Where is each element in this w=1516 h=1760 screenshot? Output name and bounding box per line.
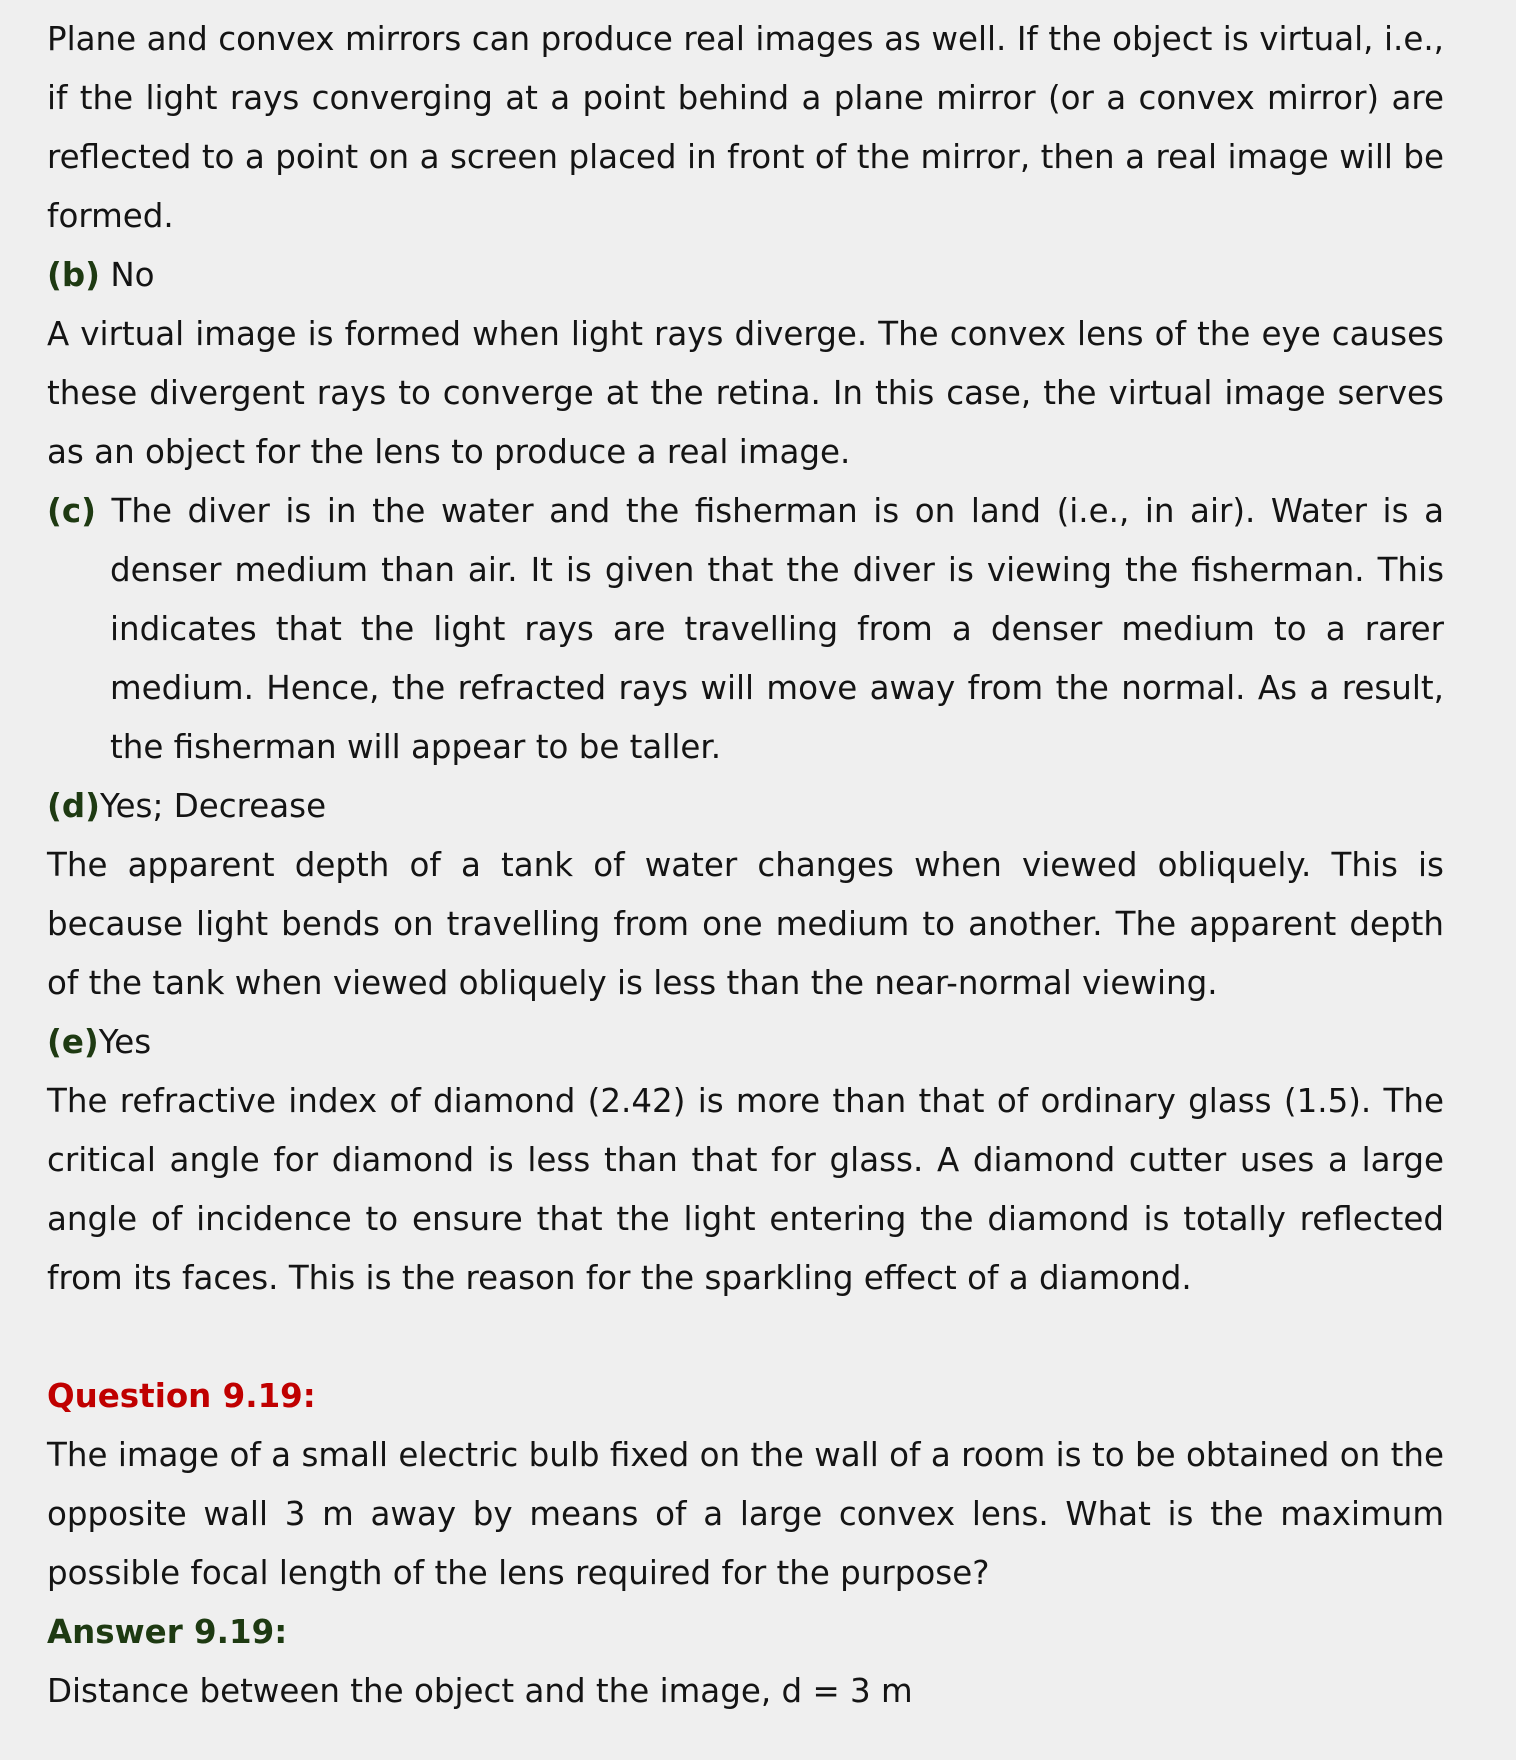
part-e-answer-text: Yes [98, 1023, 152, 1061]
paragraph-diamond: The refractive index of diamond (2.42) is more than that of ordinary glass (1.5). The critical angle for diamond is less than that for glass. A diamond cutter uses a large angle of incidence to ensure that the light entering the diamond is totally reflected from its faces. This is the reason for the sparkling effect of a diamond. [47, 1082, 1444, 1297]
paragraph-virtual-image: A virtual image is formed when light rays diverge. The convex lens of the eye causes these divergent rays to converge at the retina. In this case, the virtual image serves as an object for the lens to produce a real image. [47, 315, 1444, 471]
part-b-answer [47, 246, 1444, 305]
paragraph-plane-convex-mirrors: Plane and convex mirrors can produce real images as well. If the object is virtual, i.e., if the light rays converging at a point behind a plane mirror (or a convex mirror) are reflected to a point on a screen placed in front of the mirror, then a real image will be formed. [47, 20, 1444, 235]
part-d-answer [47, 777, 1444, 836]
part-e-answer [47, 1013, 1444, 1072]
part-c-label: (c) [47, 492, 96, 530]
part-b-answer-text: No [99, 256, 155, 294]
part-e-label: (e) [47, 1023, 99, 1061]
part-c-text: The diver is in the water and the fisherman is on land (i.e., in air). Water is a denser medium than air. It is given that the diver is viewing the fisherman. This indicates that the light rays are travelling from a denser medium to a rarer medium. Hence, the refracted rays will move away from the normal. As a result, the fisherman will appear to be taller. [95, 492, 1444, 766]
part-d-answer-text: Yes; Decrease [99, 787, 327, 825]
part-b-label: (b) [47, 256, 100, 294]
question-heading: Question 9.19: [47, 1377, 316, 1415]
answer-line: Distance between the object and the image, d = 3 m [47, 1672, 913, 1710]
paragraph-apparent-depth: The apparent depth of a tank of water changes when viewed obliquely. This is because light bends on travelling from one medium to another. The apparent depth of the tank when viewed obliquely is less than the near-normal viewing. [47, 846, 1444, 1002]
answer-heading: Answer 9.19: [47, 1613, 288, 1651]
part-c-answer [47, 482, 1444, 777]
part-d-label: (d) [47, 787, 100, 825]
question-text: The image of a small electric bulb fixed on the wall of a room is to be obtained on the opposite wall 3 m away by means of a large convex lens. What is the maximum possible focal length of the lens required for the purpose? [47, 1436, 1444, 1592]
